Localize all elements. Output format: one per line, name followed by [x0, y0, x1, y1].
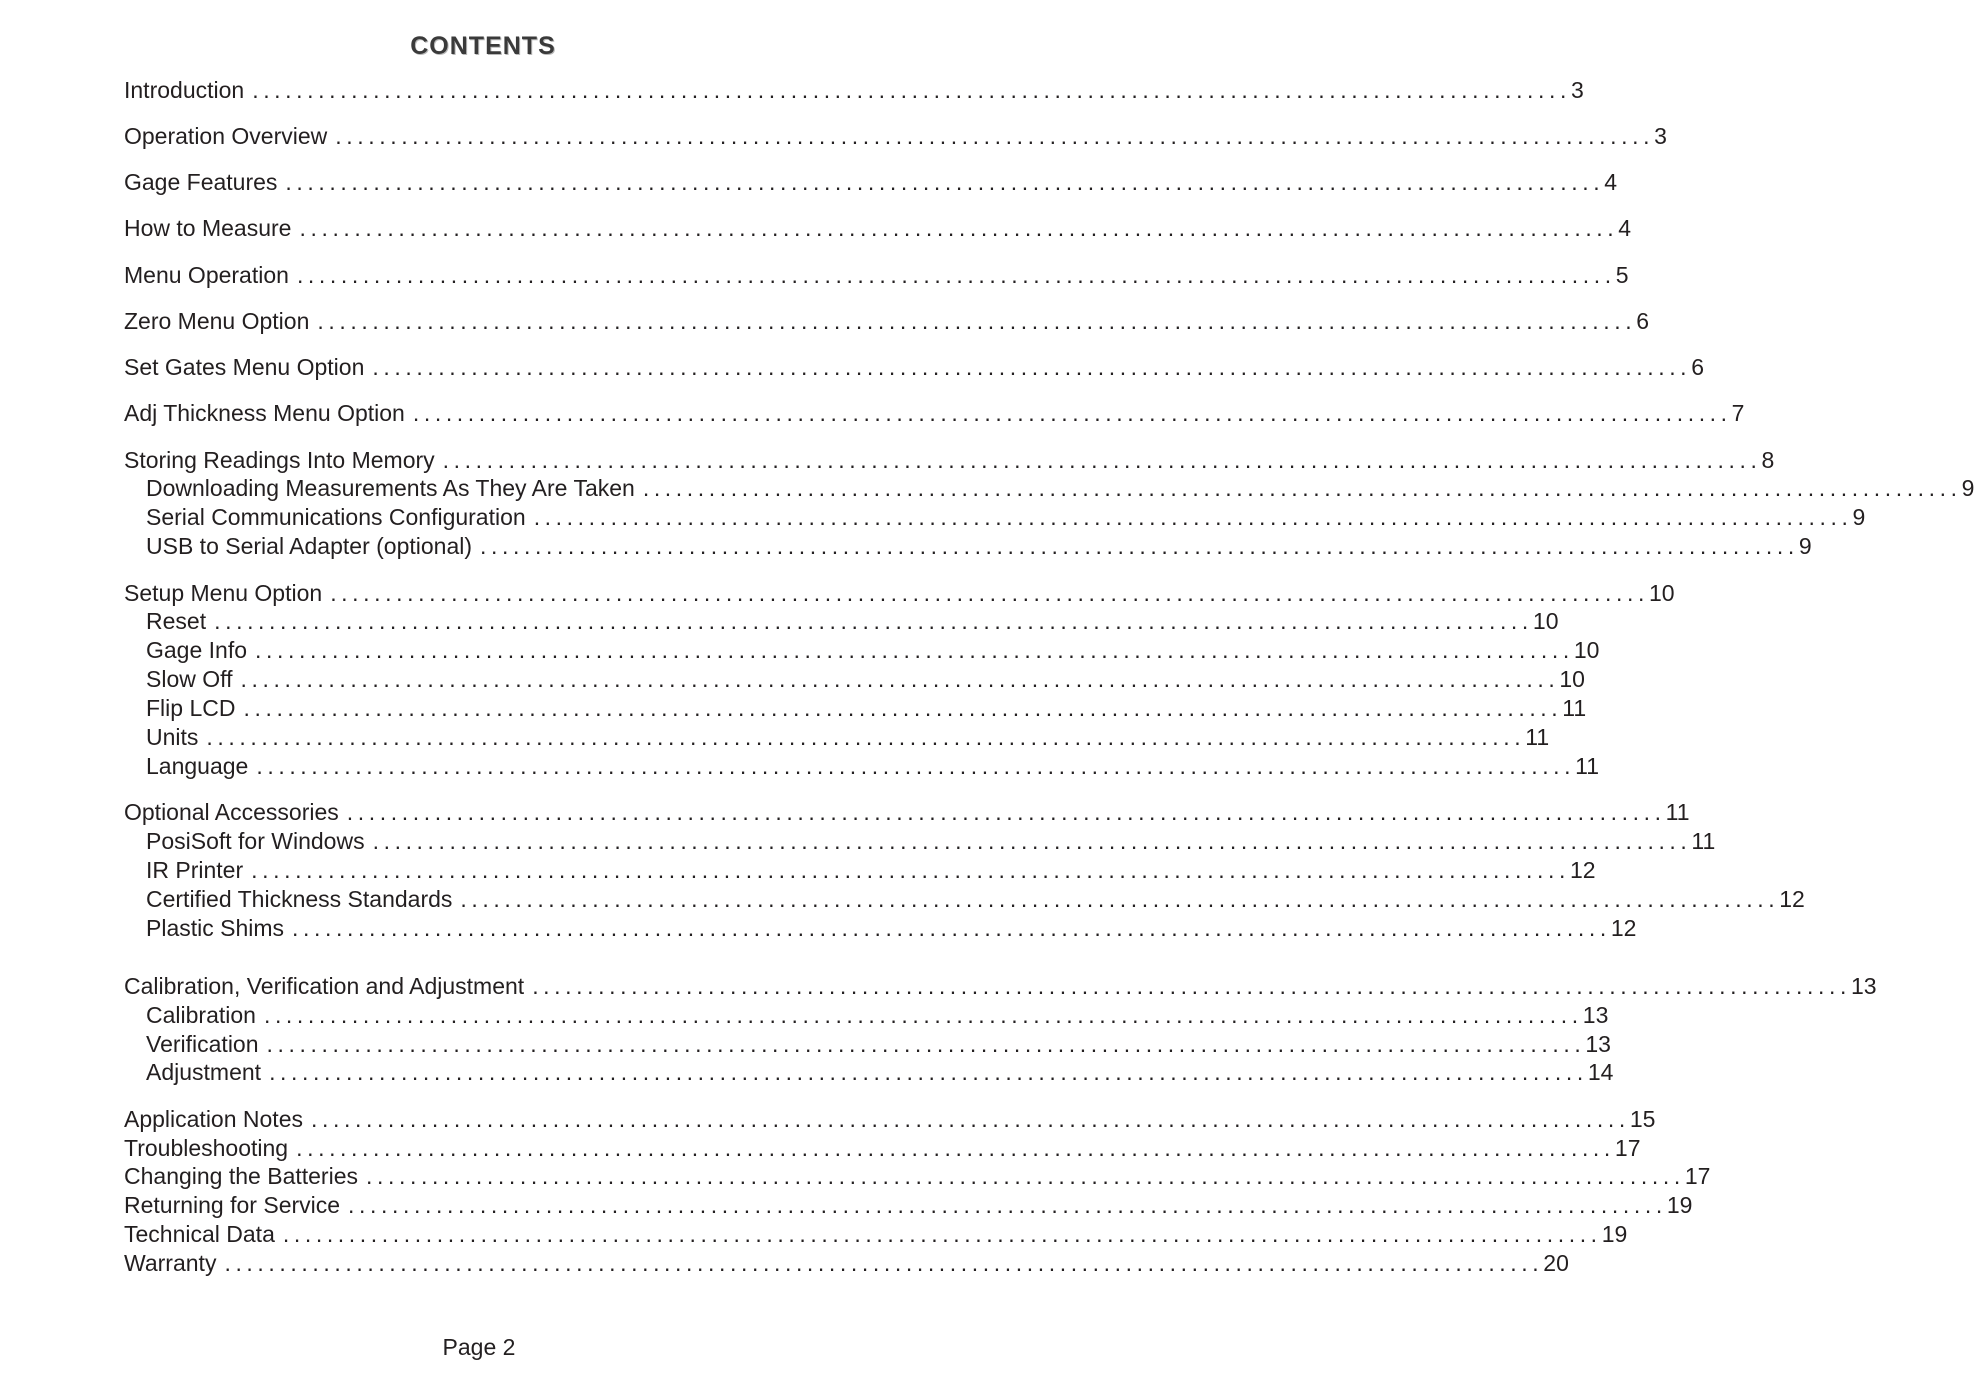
toc-entry-label: Serial Communications Configuration — [146, 504, 526, 530]
dot-leader: ........................................................................................................................ — [442, 447, 1762, 473]
dot-leader: ........................................................................................................................ — [266, 1031, 1586, 1057]
toc-entry-page: 10 — [1649, 580, 1675, 606]
toc-entry-page: 15 — [1629, 1106, 1656, 1132]
toc-entry — [124, 306, 1649, 336]
toc-entry-page: 11 — [1665, 799, 1690, 825]
toc-entry — [124, 121, 1667, 151]
toc-entry — [124, 722, 1550, 752]
dot-leader: ........................................................................................................................ — [255, 637, 1574, 663]
toc-entry-label: Changing the Batteries — [124, 1163, 358, 1189]
toc-entry-page: 14 — [1587, 1059, 1614, 1085]
toc-entry-page: 17 — [1614, 1135, 1641, 1161]
toc-entry-page: 3 — [1571, 77, 1584, 103]
toc-entry — [124, 884, 1805, 914]
toc-entry-label: Setup Menu Option — [124, 580, 323, 606]
dot-leader: ........................................................................................................................ — [256, 753, 1576, 779]
toc-entry — [124, 693, 1587, 723]
toc-entry-label: Plastic Shims — [146, 915, 285, 941]
toc-entry-page: 11 — [1575, 753, 1600, 779]
toc-entry-page: 10 — [1559, 666, 1585, 692]
toc-entry-label: Language — [146, 753, 249, 779]
toc-entry-page: 12 — [1610, 915, 1637, 941]
dot-leader: ........................................................................................................................ — [372, 354, 1692, 380]
dot-leader: ........................................................................................................................ — [366, 1163, 1685, 1189]
toc-entry-label: Certified Thickness Standards — [146, 886, 453, 912]
toc-entry-page: 12 — [1779, 886, 1805, 912]
toc-entry — [124, 913, 1637, 943]
toc-entry-label: Technical Data — [124, 1221, 275, 1247]
toc-entry-label: Returning for Service — [124, 1192, 341, 1218]
toc-entry-label: Units — [146, 724, 199, 750]
toc-entry — [124, 1161, 1711, 1191]
dot-leader: ........................................................................................................................ — [335, 123, 1655, 149]
toc-entry-label: Gage Features — [124, 169, 278, 195]
toc-entry-label: Flip LCD — [146, 695, 236, 721]
dot-leader: ........................................................................................................................ — [224, 1250, 1544, 1276]
toc-entry — [124, 1104, 1656, 1134]
toc-entry — [124, 1248, 1569, 1278]
toc-entry — [124, 1000, 1609, 1030]
toc-entry-page: 9 — [1852, 504, 1866, 530]
toc-entry — [124, 531, 1812, 561]
toc-entry-page: 19 — [1601, 1221, 1628, 1247]
toc-entry-page: 10 — [1532, 608, 1559, 634]
toc-entry-label: Adj Thickness Menu Option — [124, 400, 405, 426]
dot-leader: ........................................................................................................................ — [296, 262, 1616, 288]
toc-entry — [124, 664, 1585, 694]
dot-leader: ........................................................................................................................ — [532, 973, 1852, 999]
dot-leader: ........................................................................................................................ — [533, 504, 1853, 530]
dot-leader: ........................................................................................................................ — [299, 215, 1619, 241]
toc-entry-label: Calibration — [146, 1002, 256, 1028]
dot-leader: ........................................................................................................................ — [292, 915, 1611, 941]
toc-entry — [124, 352, 1704, 382]
dot-leader: ........................................................................................................................ — [412, 400, 1732, 426]
toc-entry — [124, 167, 1618, 197]
dot-leader: ........................................................................................................................ — [372, 828, 1692, 854]
toc-entry-label: Introduction — [124, 77, 245, 103]
toc-entry — [124, 213, 1632, 243]
dot-leader: ........................................................................................................................ — [243, 695, 1563, 721]
toc-entry-page: 20 — [1543, 1250, 1569, 1276]
toc-entry-page: 9 — [1961, 475, 1974, 501]
toc-entry-page: 11 — [1691, 828, 1716, 854]
toc-entry-label: How to Measure — [124, 215, 292, 241]
toc-entry-label: Adjustment — [146, 1059, 262, 1085]
dot-leader: ........................................................................................................................ — [480, 533, 1799, 559]
dot-leader: ........................................................................................................................ — [214, 608, 1533, 634]
toc-entry-page: 3 — [1654, 123, 1667, 149]
toc-entry — [124, 971, 1877, 1001]
toc-entry-label: Slow Off — [146, 666, 233, 692]
toc-entry-label: Gage Info — [146, 637, 248, 663]
dot-leader: ........................................................................................................................ — [206, 724, 1526, 750]
toc-entry-page: 6 — [1691, 354, 1704, 380]
dot-leader: ........................................................................................................................ — [285, 169, 1605, 195]
toc-entry — [124, 1057, 1614, 1087]
toc-entry-label: Warranty — [124, 1250, 217, 1276]
toc-entry-label: Storing Readings Into Memory — [124, 447, 435, 473]
toc-entry — [124, 855, 1596, 885]
toc-entry — [124, 75, 1584, 105]
toc-entry-label: Operation Overview — [124, 123, 328, 149]
toc-entry-page: 10 — [1573, 637, 1600, 663]
toc-entry-page: 4 — [1604, 169, 1618, 195]
toc-entry — [124, 1133, 1641, 1163]
toc-entry — [124, 445, 1775, 475]
page-number: Page 2 — [442, 1334, 516, 1360]
toc-entry-label: Optional Accessories — [124, 799, 339, 825]
toc-entry — [124, 1190, 1693, 1220]
dot-leader: ........................................................................................................................ — [269, 1059, 1588, 1085]
toc-entry-label: PosiSoft for Windows — [146, 828, 365, 854]
toc-entry — [124, 751, 1600, 781]
toc-entry-label: Downloading Measurements As They Are Taken — [146, 475, 635, 501]
dot-leader: ........................................................................................................................ — [282, 1221, 1602, 1247]
dot-leader: ........................................................................................................................ — [251, 857, 1570, 883]
toc-entry-label: Verification — [146, 1031, 259, 1057]
toc-entry — [124, 1219, 1628, 1249]
toc-entry — [124, 260, 1629, 290]
toc-entry-label: Zero Menu Option — [124, 308, 310, 334]
toc-entry-label: Application Notes — [124, 1106, 303, 1132]
toc-entry-label: Reset — [146, 608, 207, 634]
toc-entry-page: 19 — [1666, 1192, 1693, 1218]
toc-entry-label: Calibration, Verification and Adjustment — [124, 973, 525, 999]
toc-entry-page: 6 — [1636, 308, 1649, 334]
dot-leader: ........................................................................................................................ — [348, 1192, 1667, 1218]
toc-entry — [124, 398, 1745, 428]
toc-entry-page: 13 — [1582, 1002, 1609, 1028]
dot-leader: ........................................................................................................................ — [460, 886, 1780, 912]
toc-entry-page: 17 — [1684, 1163, 1711, 1189]
dot-leader: ........................................................................................................................ — [317, 308, 1637, 334]
toc-entry — [124, 1029, 1611, 1059]
toc-entry — [124, 578, 1675, 608]
toc-entry-page: 5 — [1615, 262, 1629, 288]
toc-entry-page: 12 — [1569, 857, 1596, 883]
dot-leader: ........................................................................................................................ — [263, 1002, 1583, 1028]
toc-entry-label: Troubleshooting — [124, 1135, 289, 1161]
toc-entry-page: 11 — [1525, 724, 1550, 750]
toc-entry-page: 9 — [1798, 533, 1812, 559]
dot-leader: ........................................................................................................................ — [252, 77, 1572, 103]
toc-entry — [124, 797, 1690, 827]
toc-entry-page: 13 — [1851, 973, 1877, 999]
toc-entry — [124, 826, 1716, 856]
toc-entry-label: IR Printer — [146, 857, 244, 883]
dot-leader: ........................................................................................................................ — [330, 580, 1650, 606]
toc-entry-label: Menu Operation — [124, 262, 289, 288]
toc-entry-label: USB to Serial Adapter (optional) — [146, 533, 473, 559]
toc-entry — [124, 635, 1600, 665]
page-title: CONTENTS — [410, 32, 556, 60]
dot-leader: ........................................................................................................................ — [311, 1106, 1630, 1132]
toc-entry — [124, 606, 1559, 636]
toc-entry-page: 11 — [1562, 695, 1587, 721]
dot-leader: ........................................................................................................................ — [346, 799, 1666, 825]
toc-entry-label: Set Gates Menu Option — [124, 354, 365, 380]
toc-entry-page: 13 — [1585, 1031, 1611, 1057]
toc-entry — [124, 502, 1866, 532]
dot-leader: ........................................................................................................................ — [240, 666, 1560, 692]
toc-entry-page: 8 — [1761, 447, 1775, 473]
dot-leader: ........................................................................................................................ — [642, 475, 1962, 501]
toc-entry-page: 4 — [1618, 215, 1632, 241]
toc-entry-page: 7 — [1731, 400, 1745, 426]
dot-leader: ........................................................................................................................ — [296, 1135, 1615, 1161]
toc-entry — [124, 473, 1974, 503]
